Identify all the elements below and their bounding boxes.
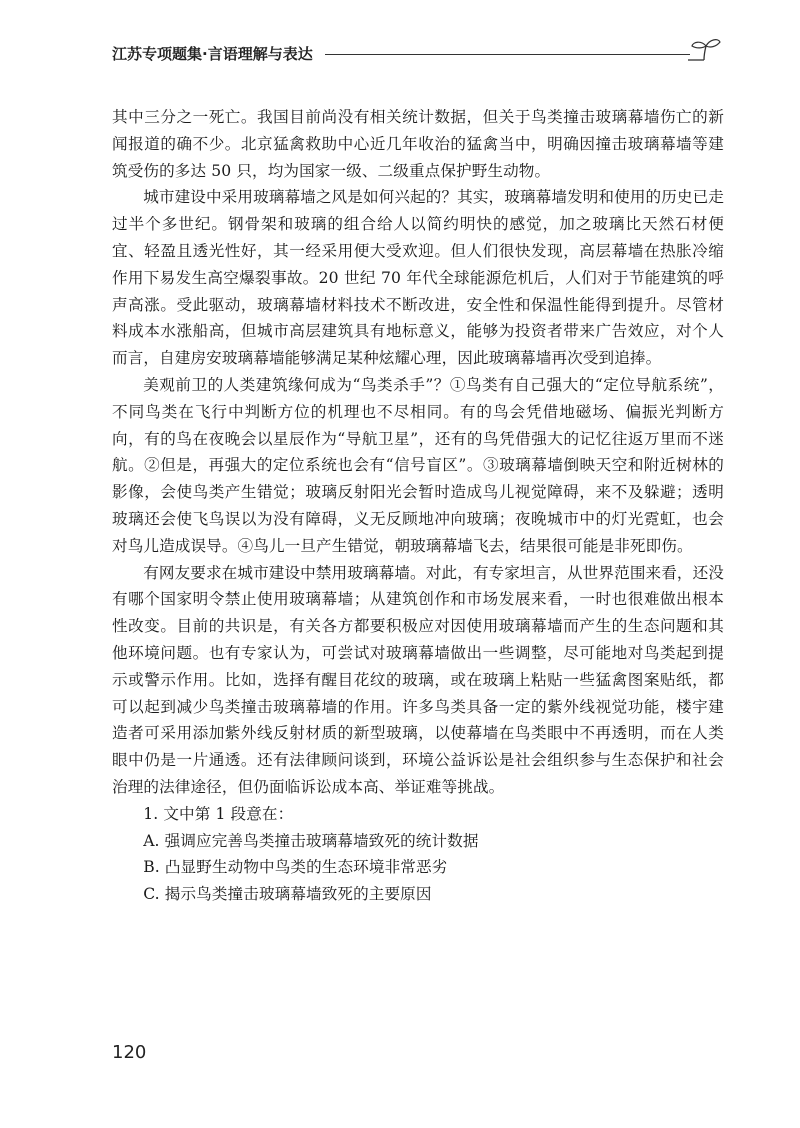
- question-option: B. 凸显野生动物中鸟类的生态环境非常恶劣: [143, 858, 448, 877]
- running-header: [112, 40, 722, 70]
- paragraph: 有网友要求在城市建设中禁用玻璃幕墙。对此，有专家坦言，从世界范围来看，还没有哪个国家明令禁止使用玻璃幕墙；从建筑创作和市场发展来看，一时也很难做出根本性改变。目前的共识是，有关各方都要积极应对因使用玻璃幕墙而产生的生态问题和其他环境问题。也有专家认为，可尝试对玻璃幕墙做出一些调整，尽可能地对鸟类起到提示或警示作用。比如，选择有醒目花纹的玻璃，或在玻璃上粘贴一些猛禽图案贴纸，都可以起到减少鸟类撞击玻璃幕墙的作用。许多鸟类具备一定的紫外线视觉功能，楼宇建造者可采用添加紫外线反射材质的新型玻璃，以使幕墙在鸟类眼中不再透明，而在人类眼中仍是一片通透。还有法律顾问谈到，环境公益诉讼是社会组织参与生态保护和社会治理的法律途径，但仍面临诉讼成本高、举证难等挑战。: [112, 563, 724, 796]
- paragraph: 城市建设中采用玻璃幕墙之风是如何兴起的？其实，玻璃幕墙发明和使用的历史已走过半个多世纪。钢骨架和玻璃的组合给人以简约明快的感觉，加之玻璃比天然石材便宜、轻盈且透光性好，其一经采用便大受欢迎。但人们很快发现，高层幕墙在热胀冷缩作用下易发生高空爆裂事故。20 世纪 70 年代全球能源危机后，人们对于节能建筑的呼声高涨。受此驱动，玻璃幕墙材料技术不断改进，安全性和保温性能得到提升。尽管材料成本水涨船高，但城市高层建筑具有地标意义，能够为投资者带来广告效应，对个人而言，自建房安玻璃幕墙能够满足某种炫耀心理，因此玻璃幕墙再次受到追捧。: [112, 188, 724, 368]
- question-block: [112, 801, 724, 908]
- article-body: [112, 104, 724, 908]
- sprout-icon: [684, 36, 724, 66]
- question-option: C. 揭示鸟类撞击玻璃幕墙致死的主要原因: [143, 885, 432, 904]
- question-stem: 1. 文中第 1 段意在：: [143, 804, 294, 823]
- header-title: 江苏专项题集·言语理解与表达: [112, 45, 313, 63]
- paragraph: 其中三分之一死亡。我国目前尚没有相关统计数据，但关于鸟类撞击玻璃幕墙伤亡的新闻报道的确不少。北京猛禽救助中心近几年收治的猛禽当中，明确因撞击玻璃幕墙等建筑受伤的多达 50 只，均为国家一级、二级重点保护野生动物。: [112, 108, 724, 180]
- paragraph: 美观前卫的人类建筑缘何成为“鸟类杀手”？①鸟类有自己强大的“定位导航系统”，不同鸟类在飞行中判断方位的机理也不尽相同。有的鸟会凭借地磁场、偏振光判断方向，有的鸟在夜晚会以星辰作为“导航卫星”，还有的鸟凭借强大的记忆往返万里而不迷航。②但是，再强大的定位系统也会有“信号盲区”。③玻璃幕墙倒映天空和附近树林的影像，会使鸟类产生错觉；玻璃反射阳光会暂时造成鸟儿视觉障碍，来不及躲避；透明玻璃还会使飞鸟误以为没有障碍，义无反顾地冲向玻璃；夜晚城市中的灯光霓虹，也会对鸟儿造成误导。④鸟儿一旦产生错觉，朝玻璃幕墙飞去，结果很可能是非死即伤。: [112, 375, 724, 555]
- page-number: 120: [112, 1042, 147, 1063]
- header-rule: [325, 54, 690, 55]
- question-option: A. 强调应完善鸟类撞击玻璃幕墙致死的统计数据: [143, 831, 479, 850]
